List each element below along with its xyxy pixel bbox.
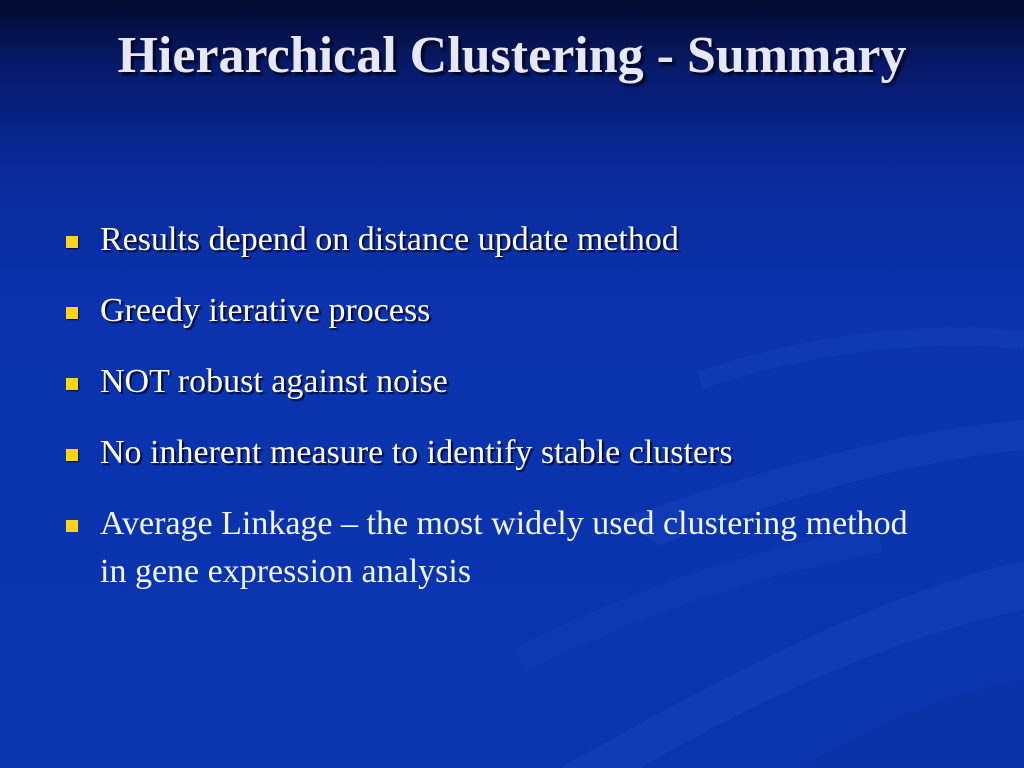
bullet-list <box>62 216 922 619</box>
bullet-text: Greedy iterative process <box>100 292 431 329</box>
bullet-item <box>62 216 922 264</box>
bullet-text: Average Linkage – the most widely used clustering method in gene expression analysis <box>100 505 908 590</box>
slide-title: Hierarchical Clustering - Summary <box>117 27 907 84</box>
yellow-square-bullet-icon <box>66 449 78 461</box>
yellow-square-bullet-icon <box>66 378 78 390</box>
bullet-item <box>62 500 922 596</box>
bullet-text: No inherent measure to identify stable clusters <box>100 434 733 471</box>
bullet-item <box>62 287 922 335</box>
bullet-item <box>62 429 922 477</box>
bullet-text: NOT robust against noise <box>100 363 448 400</box>
bullet-text: Results depend on distance update method <box>100 221 679 258</box>
bullet-item <box>62 358 922 406</box>
yellow-square-bullet-icon <box>66 307 78 319</box>
yellow-square-bullet-icon <box>66 236 78 248</box>
yellow-square-bullet-icon <box>66 520 78 532</box>
